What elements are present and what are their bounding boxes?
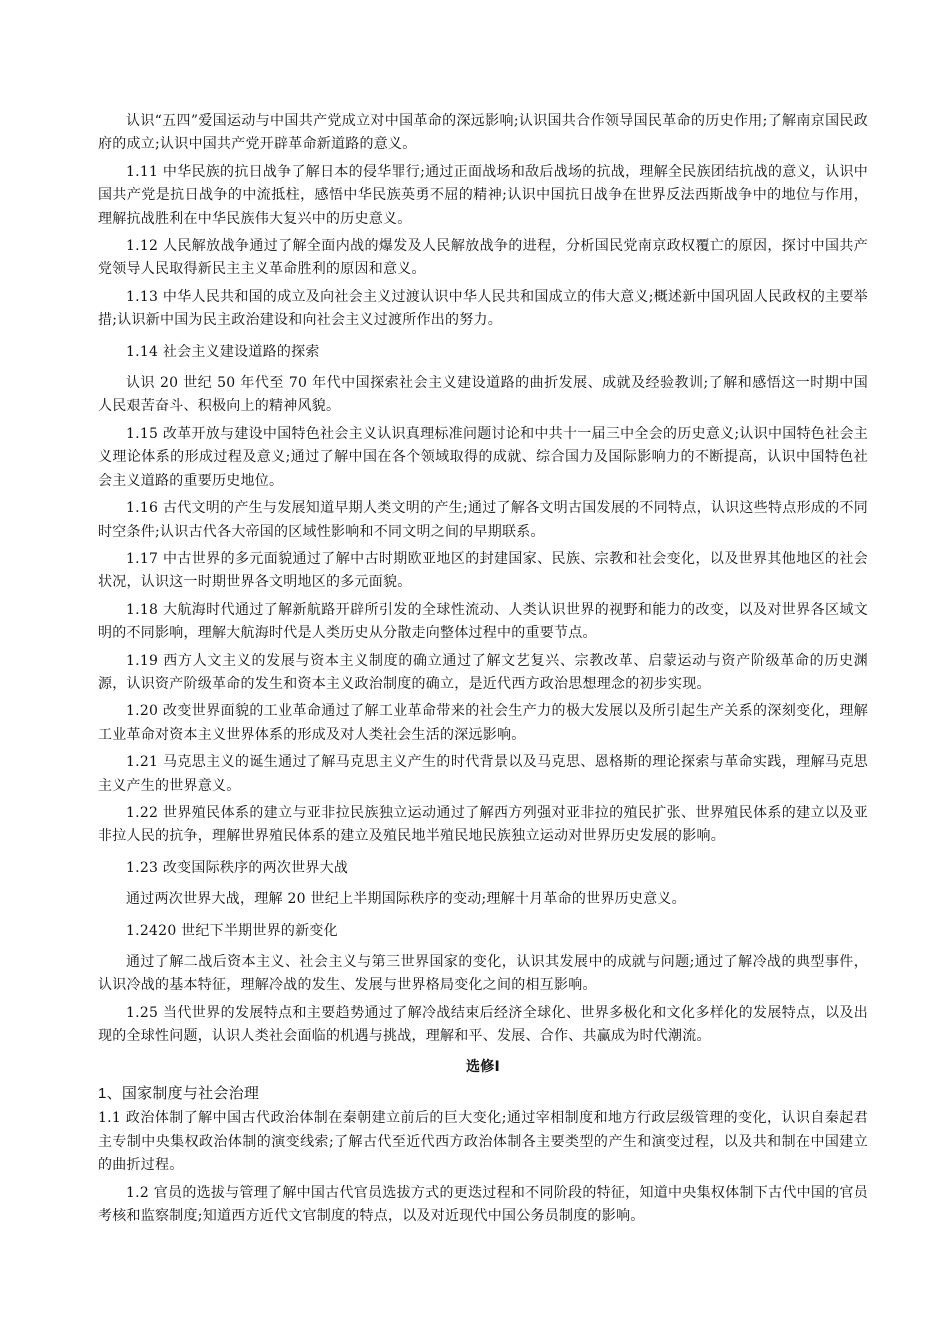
paragraph-1-15: 1.15 改革开放与建设中国特色社会主义认识真理标准问题讨论和中共十一届三中全会的历史意义;认识中国特色社会主义理论体系的形成过程及意义;通过了解中国在各个领域取得的成就、综合国力及国际影响力的不断提高，认识中国特色社会主义道路的重要历史地位。	[98, 425, 868, 489]
paragraph-1-18: 1.18 大航海时代通过了解新航路开辟所引发的全球性流动、人类认识世界的视野和能力的改变，以及对世界各区域文明的不同影响，理解大航海时代是人类历史从分散走向整体过程中的重要节点。	[98, 601, 868, 642]
paragraph-1-14-title: 1.14 社会主义建设道路的探索	[126, 343, 320, 360]
paragraph-1-19: 1.19 西方人文主义的发展与资本主义制度的确立通过了解文艺复兴、宗教改革、启蒙运动与资产阶级革命的历史渊源，认识资产阶级革命的发生和资本主义政治制度的确立，是近代西方政治思想理念的初步实现。	[98, 652, 868, 692]
paragraph-1-12: 1.12 人民解放战争通过了解全面内战的爆发及人民解放战争的进程，分析国民党南京政权覆亡的原因，探讨中国共产党领导人民取得新民主主义革命胜利的原因和意义。	[98, 238, 868, 278]
paragraph-1-11: 1.11 中华民族的抗日战争了解日本的侵华罪行;通过正面战场和敌后战场的抗战，理解全民族团结抗战的意义，认识中国共产党是抗日战争的中流抵柱，感悟中华民族英勇不屈的精神;认识中国抗日战争在世界反法西斯战争中的地位与作用，理解抗战胜利在中华民族伟大复兴中的历史意义。	[98, 163, 868, 227]
paragraph-1-24-body: 通过了解二战后资本主义、社会主义与第三世界国家的变化，认识其发展中的成就与问题;通过了解冷战的典型事件，认识冷战的基本特征，理解冷战的发生、发展与世界格局变化之间的相互影响。	[98, 954, 868, 994]
paragraph-elective-1-2: 1.2 官员的选拔与管理了解中国古代官员选拔方式的更迭过程和不同阶段的特征，知道中央集权体制下古代中国的官员考核和监察制度;知道西方近代文官制度的特点，以及对近现代中国公务员制度的影响。	[98, 1184, 868, 1225]
paragraph-1-23-body: 通过两次世界大战，理解 20 世纪上半期国际秩序的变动;理解十月革命的世界历史意义。	[126, 891, 686, 908]
paragraph-1-23-title: 1.23 改变国际秩序的两次世界大战	[126, 859, 349, 876]
paragraph-1-22: 1.22 世界殖民体系的建立与亚非拉民族独立运动通过了解西方列强对亚非拉的殖民扩张、世界殖民体系的建立以及亚非拉人民的抗争，理解世界殖民体系的建立及殖民地半殖民地民族独立运动对世界历史发展的影响。	[98, 804, 868, 845]
paragraph-1-14-body: 认识 20 世纪 50 年代至 70 年代中国探索社会主义建设道路的曲折发展、成就及经验教训;了解和感悟这一时期中国人民艰苦奋斗、积极向上的精神风貌。	[98, 375, 868, 415]
subsection-title: 1、国家制度与社会治理	[98, 1085, 260, 1103]
document-body	[98, 110, 868, 1232]
paragraph-elective-1-1: 1.1 政治体制了解中国古代政治体制在秦朝建立前后的巨大变化;通过宰相制度和地方行政层级管理的变化，认识自秦起君主专制中央集权政治体制的演变线索;了解古代至近代西方政治体制各主要类型的产生和演变过程，以及共和制在中国建立的曲折过程。	[98, 1110, 868, 1174]
paragraph-1-25: 1.25 当代世界的发展特点和主要趋势通过了解冷战结束后经济全球化、世界多极化和文化多样化的发展特点，以及出现的全球性问题，认识人类社会面临的机遇与挑战，理解和平、发展、合作、共赢成为时代潮流。	[98, 1004, 868, 1045]
paragraph-1-21: 1.21 马克思主义的诞生通过了解马克思主义产生的时代背景以及马克思、恩格斯的理论探索与革命实践，理解马克思主义产生的世界意义。	[98, 754, 868, 794]
section-heading: 选修Ⅰ	[466, 1057, 500, 1074]
paragraph-1-24-title: 1.2420 世纪下半期世界的新变化	[126, 922, 338, 939]
paragraph-1-17: 1.17 中古世界的多元面貌通过了解中古时期欧亚地区的封建国家、民族、宗教和社会变化，以及世界其他地区的社会状况，认识这一时期世界各文明地区的多元面貌。	[98, 550, 868, 591]
paragraph-1-20: 1.20 改变世界面貌的工业革命通过了解工业革命带来的社会生产力的极大发展以及所引起生产关系的深刻变化，理解工业革命对资本主义世界体系的形成及对人类社会生活的深远影响。	[98, 703, 868, 743]
paragraph-1-16: 1.16 古代文明的产生与发展知道早期人类文明的产生;通过了解各文明古国发展的不同特点，认识这些特点形成的不同时空条件;认识古代各大帝国的区域性影响和不同文明之间的早期联系。	[98, 500, 868, 540]
paragraph-1-13: 1.13 中华人民共和国的成立及向社会主义过渡认识中华人民共和国成立的伟大意义;概述新中国巩固人民政权的主要举措;认识新中国为民主政治建设和向社会主义过渡所作出的努力。	[98, 288, 868, 329]
paragraph-wusi: 认识“五四”爱国运动与中国共产党成立对中国革命的深远影响;认识国共合作领导国民革命的历史作用;了解南京国民政府的成立;认识中国共产党开辟革命新道路的意义。	[98, 113, 868, 153]
